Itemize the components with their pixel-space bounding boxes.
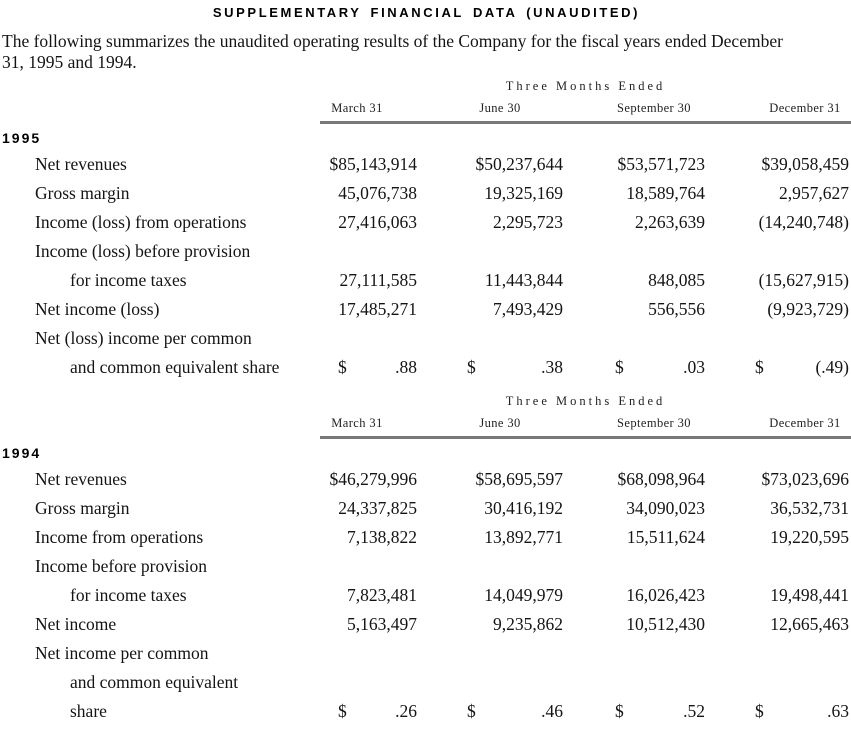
cell-value: 45,076,738 <box>338 183 417 203</box>
cell-value: 19,498,441 <box>770 585 849 605</box>
row-label: Net income per common <box>35 643 209 663</box>
table-row <box>2 552 851 581</box>
per-share-cell <box>707 353 851 382</box>
cell-value: 18,589,764 <box>626 183 705 203</box>
table-rule <box>320 436 851 439</box>
row-label: Net revenues <box>35 154 127 174</box>
cell-value: .88 <box>395 357 417 377</box>
cell-value: 19,325,169 <box>484 183 563 203</box>
col-header-september-30: September 30 <box>617 416 691 430</box>
col-header-march-31: March 31 <box>331 416 383 430</box>
empty-cell <box>419 237 565 266</box>
table-row <box>2 324 851 353</box>
col-header-march-31: March 31 <box>331 101 383 115</box>
empty-cell <box>565 324 707 353</box>
cell-value: $50,237,644 <box>475 154 563 174</box>
table-row <box>2 639 851 668</box>
table-row <box>2 668 851 697</box>
year-row <box>2 445 851 465</box>
cell-value: 24,337,825 <box>338 498 417 518</box>
empty-cell <box>320 552 419 581</box>
empty-cell <box>419 552 565 581</box>
empty-cell <box>320 639 419 668</box>
row-label: Income from operations <box>35 527 204 547</box>
cell-value: 19,220,595 <box>770 527 849 547</box>
row-label: Net income <box>35 614 117 634</box>
table-row <box>2 581 851 610</box>
cell-value: 7,138,822 <box>347 527 417 547</box>
table-row <box>2 179 851 208</box>
table-rule <box>320 121 851 124</box>
header-rule-row <box>2 121 851 124</box>
empty-cell <box>707 324 851 353</box>
span-header-row <box>2 79 851 94</box>
empty-cell <box>419 639 565 668</box>
cell-value: $39,058,459 <box>761 154 849 174</box>
cell-value: 848,085 <box>648 270 705 290</box>
row-label: for income taxes <box>70 585 187 605</box>
empty-cell <box>565 552 707 581</box>
cell-value: $68,098,964 <box>617 469 705 489</box>
three-months-ended-header: Three Months Ended <box>505 394 666 408</box>
table-row <box>2 465 851 494</box>
cell-value: 7,493,429 <box>493 299 563 319</box>
cell-value: 27,111,585 <box>339 270 417 290</box>
empty-cell <box>565 639 707 668</box>
row-label: and common equivalent share <box>70 357 280 377</box>
empty-cell <box>707 237 851 266</box>
empty-cell <box>419 668 565 697</box>
col-header-december-31: December 31 <box>769 101 841 115</box>
row-label: Gross margin <box>35 498 130 518</box>
cell-value: $46,279,996 <box>329 469 417 489</box>
year-label: 1995 <box>2 130 42 146</box>
cell-value: 14,049,979 <box>484 585 563 605</box>
cell-value: .46 <box>541 701 563 721</box>
cell-value: 9,235,862 <box>493 614 563 634</box>
empty-cell <box>707 552 851 581</box>
cell-value: 13,892,771 <box>484 527 563 547</box>
column-header-row <box>2 101 851 116</box>
per-share-cell <box>320 697 419 726</box>
table-row <box>2 610 851 639</box>
cell-value: 17,485,271 <box>338 299 417 319</box>
row-label: Net income (loss) <box>35 299 160 319</box>
table-row <box>2 237 851 266</box>
cell-value: $73,023,696 <box>761 469 849 489</box>
header-rule-row <box>2 436 851 439</box>
cell-value: .38 <box>541 357 563 377</box>
per-share-cell <box>707 697 851 726</box>
column-header-row <box>2 416 851 431</box>
row-label: Income (loss) from operations <box>35 212 247 232</box>
per-share-cell <box>565 353 707 382</box>
table-row <box>2 494 851 523</box>
cell-value: 12,665,463 <box>770 614 849 634</box>
cell-value: .26 <box>395 701 417 721</box>
row-label: Income before provision <box>35 556 208 576</box>
intro-paragraph: The following summarizes the unaudited operating results of the Company for the fiscal years ended December 31, 1995 and 1994. <box>2 31 783 72</box>
per-share-cell <box>419 353 565 382</box>
cell-value: 30,416,192 <box>484 498 563 518</box>
cell-value: 556,556 <box>648 299 705 319</box>
table-body <box>2 150 851 382</box>
per-share-cell <box>565 697 707 726</box>
cell-value: 27,416,063 <box>338 212 417 232</box>
table-row <box>2 523 851 552</box>
table-row <box>2 353 851 382</box>
table-row <box>2 150 851 179</box>
table-body <box>2 465 851 726</box>
dollar-sign: $ <box>615 701 624 721</box>
cell-value: (15,627,915) <box>758 270 849 290</box>
dollar-sign: $ <box>467 357 476 377</box>
row-label: Gross margin <box>35 183 130 203</box>
cell-value: 2,295,723 <box>493 212 563 232</box>
cell-value: (14,240,748) <box>758 212 849 232</box>
dollar-sign: $ <box>755 357 764 377</box>
cell-value: 2,263,639 <box>635 212 705 232</box>
row-label: and common equivalent <box>70 672 239 692</box>
table-row <box>2 266 851 295</box>
page-title: SUPPLEMENTARY FINANCIAL DATA (UNAUDITED) <box>212 5 641 20</box>
table-row <box>2 295 851 324</box>
cell-value: 7,823,481 <box>347 585 417 605</box>
dollar-sign: $ <box>467 701 476 721</box>
cell-value: 11,443,844 <box>484 270 563 290</box>
empty-cell <box>707 639 851 668</box>
year-label: 1994 <box>2 445 42 461</box>
dollar-sign: $ <box>755 701 764 721</box>
dollar-sign: $ <box>338 701 347 721</box>
cell-value: .52 <box>683 701 705 721</box>
per-share-cell <box>320 353 419 382</box>
cell-value: 34,090,023 <box>626 498 705 518</box>
cell-value: (.49) <box>815 357 849 377</box>
cell-value: $53,571,723 <box>617 154 705 174</box>
row-label: Net (loss) income per common <box>35 328 252 348</box>
cell-value: $58,695,597 <box>475 469 563 489</box>
empty-cell <box>419 324 565 353</box>
empty-cell <box>320 668 419 697</box>
col-header-june-30: June 30 <box>479 416 521 430</box>
cell-value: $85,143,914 <box>329 154 417 174</box>
cell-value: 5,163,497 <box>347 614 417 634</box>
empty-cell <box>320 237 419 266</box>
span-header-row <box>2 394 851 409</box>
cell-value: 10,512,430 <box>626 614 705 634</box>
empty-cell <box>320 324 419 353</box>
table-row <box>2 697 851 726</box>
cell-value: 15,511,624 <box>626 527 705 547</box>
table-1995 <box>2 79 851 382</box>
table-1994 <box>2 394 851 726</box>
row-label: for income taxes <box>70 270 187 290</box>
row-label: Net revenues <box>35 469 127 489</box>
cell-value: 16,026,423 <box>626 585 705 605</box>
row-label: share <box>70 701 107 721</box>
table-row <box>2 208 851 237</box>
cell-value: .63 <box>827 701 849 721</box>
row-label: Income (loss) before provision <box>35 241 251 261</box>
empty-cell <box>707 668 851 697</box>
three-months-ended-header: Three Months Ended <box>505 79 666 93</box>
cell-value: 36,532,731 <box>770 498 849 518</box>
dollar-sign: $ <box>338 357 347 377</box>
cell-value: .03 <box>683 357 705 377</box>
col-header-september-30: September 30 <box>617 101 691 115</box>
dollar-sign: $ <box>615 357 624 377</box>
col-header-june-30: June 30 <box>479 101 521 115</box>
cell-value: 2,957,627 <box>779 183 849 203</box>
col-header-december-31: December 31 <box>769 416 841 430</box>
per-share-cell <box>419 697 565 726</box>
empty-cell <box>565 668 707 697</box>
year-row <box>2 130 851 150</box>
cell-value: (9,923,729) <box>767 299 849 319</box>
empty-cell <box>565 237 707 266</box>
